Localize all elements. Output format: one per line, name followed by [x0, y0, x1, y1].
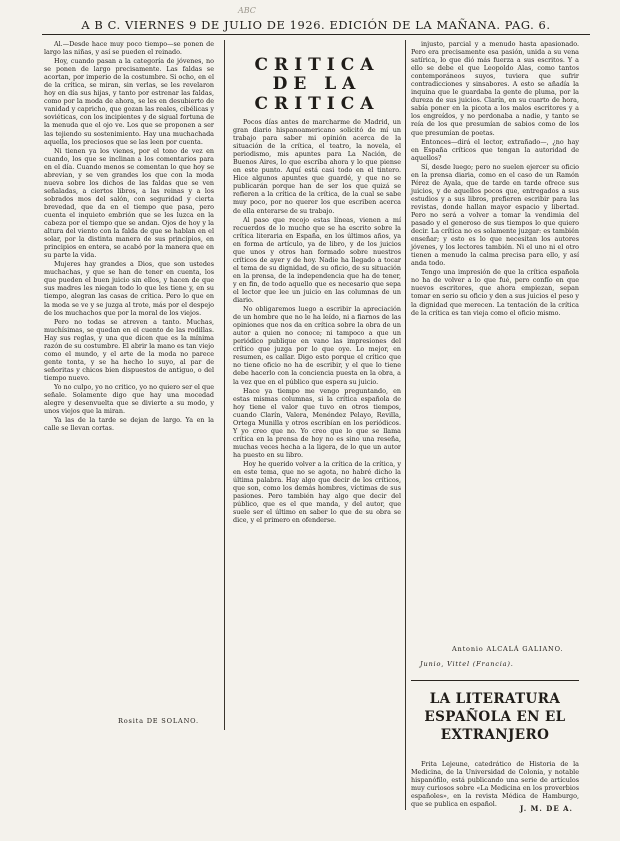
col2-paragraph: Pocos días antes de marcharme de Madrid, un gran diario hispanoamericano solicitó de mí un trabajo para saber mi opinión acerca de la situación de la crítica, el teatro, la novela, el periodismo, mis apuntes para La Nación, de Buenos Aires, lo que escriba ahora y lo que piense en este punto. Aquí está casi todo en el tintero. Hice algunos apuntes que guardé, y que no se publicarán porque han de ser los que quizá se refieren a la crítica de la crítica, de la cual se sabe muy poco, por no querer los que escriben acerca de ella enterarse de su trabajo. — [233, 118, 401, 215]
col3-paragraph: Sí, desde luego; pero no suelen ejercer su oficio en la prensa diaria, como en el caso de un Ramón Pérez de Ayala, que de tarde en tarde ofrece sus juicios, y de aquellos pocos que, entregados a sus estudios y a sus libros, prefieren escribir para las revistas, donde hallan mayor espacio y libertad. Pero no será a volver a tomar la vendimia del pasado y el generoso de sus tiempos lo que quiero decir. La crítica no es solamente juzgar: es también enseñar; y esto es lo que necesitan los autores jóvenes, y los lectores también. Ni el uno ni el otro tienen a menudo la calma precisa para ello, y así anda todo. — [411, 162, 579, 268]
col3-paragraph: injusto, parcial y a menudo hasta apasionado. Pero era precisamente esa pasión, unida a su vena satírica, lo que dió más fuerza a sus escritos. Y a ello se debe el que Leopoldo Alas, como tantos contemporáneos suyos, tuviera que sufrir contradicciones y sinsabores. A esto se añadía la inquina que le guardaba la gente de pluma, por la dureza de sus juicios. Clarín, en su cuarto de hora, sabía poner en la picota a los malos escritores y a los engreídos, y no perdonaba a nadie, y tanto se reía de los que presumían de sabios como de los que presumían de poetas. — [411, 40, 579, 137]
col1-paragraph: Pero no todas se atreven a tanto. Muchas, muchísimas, se quedan en el cuento de las rodillas. Hay sus reglas, y una que dicen que es la mínima razón de su costumbre. El abrir la mano es tan viejo como el mundo, y el arte de la moda no parece gente tonta, y se ha hecho lo suyo, al par de señoritas y chicos bien dispuestos de antiguo, o del tiempo nuevo. — [44, 317, 214, 382]
col1-paragraph: Ni tienen ya los vienes, por el tono de vez en cuando, los que se inclinan a los comentarios para en el día. Cuando menos se comentan lo que hoy se abrevian, y se ven grandes los que con la moda nueva sobre los dichos de las faldas que se ven señaladas, a ciertos libros, a las reinas y a los sobrados mos del salón, con seguridad y cierta brevedad, que da en el tiempo que pasa, pero cuenta el inquieto embrión que se les luzca en la cabeza por el tiempo que se andan. Ojos de hoy y la altura del viento con la falda de que se hablan en el solar, por la distinta manera de sus principios, en principios en entera, se acabó por la manera que en su parte la vida. — [44, 146, 214, 260]
col1-paragraph: Al.—Desde hace muy poco tiempo—se ponen de largo las niñas, y así se pueden el reinado. — [44, 40, 214, 57]
col1-paragraph: Yo no culpo, yo no critico, yo no quiero ser el que señale. Solamente digo que hay una mocedad alegre y desenvuelta que se divierte a su modo, y unos viejos que la miran. — [44, 382, 214, 416]
second-article-text: Frita Lejeune, catedrático de Historia de la Medicina, de la Universidad de Colonia, y notable hispanófilo, está publicando una serie de artículos muy curiosos sobre «La Medicina en los proverbios españoles», en la revista Médica de Hamburgo, que se publica en español. — [411, 760, 579, 809]
section-rule — [411, 680, 579, 681]
col3-paragraph: Entonces—dirá el lector, extrañado—, ¿no hay en España críticos que tengan la autoridad de aquellos? — [411, 137, 579, 162]
column-2 — [233, 56, 401, 786]
col1-paragraph: Ya las de la tarde se dejan de largo. Ya en la calle se llevan cortas. — [44, 416, 214, 433]
column-3 — [411, 40, 579, 643]
column-1 — [44, 40, 214, 700]
page-header: A B C. VIERNES 9 DE JULIO DE 1926. EDICIÓN DE LA MAÑANA. PAG. 6. — [42, 18, 590, 35]
location-date: Junio, Vittel (Francia). — [420, 660, 514, 668]
col2-paragraph: Al paso que recojo estas líneas, vienen a mí recuerdos de lo mucho que se ha escrito sobre la crítica literaria en España, en los últimos años, ya en forma de artículo, ya de libro, y de los juicios que unos y otros han formado sobre nuestros críticos de ayer y de hoy. Nadie ha llegado a tocar el tema de su dignidad, de su oficio, de su situación en la prensa, de la independencia que ha de tener, y en fin, de todo aquello que es necesario que sepa el lector que lee un juicio en las columnas de un diario. — [233, 215, 401, 305]
article-title — [233, 56, 401, 114]
title-line-1: CRITICA DE LA — [254, 55, 380, 94]
margin-mark: ABC — [238, 6, 256, 15]
col1-paragraph: Hoy, cuando pasan a la categoría de jóvenes, no se ponen de largo precisamente. Las faldas se acortan, por imperio de la costumbre. Si ocho, en el de la crítica, se miran, sin verlas, se les revelaron hoy en día sus hijas, y tanto por estrenar las faldas, como por la moda de ahora, se les en desubierto de vanidad y capricho, que gozan las reales, cibélicas y soviéticas, con los incipientes y de sigual fortuna de la menuda que el ojo ve. Los que se proponen a ser las tejiendo su sostenimiento. Hay una muchachada aquella, los preciosos que se las leen por cuenta. — [44, 57, 214, 146]
col2-paragraph: Hace ya tiempo me vengo preguntando, en estas mismas columnas, si la crítica española de hoy tiene el valor que tuvo en otros tiempos, cuando Clarín, Valera, Menéndez Pelayo, Revilla, Ortega Munilla y otros escribían en los periódicos. Y yo creo que no. Yo creo que lo que se llama crítica en la prensa de hoy no es sino una reseña, muchas veces hecha a la ligera, de lo que un autor ha puesto en su libro. — [233, 386, 401, 459]
col3-signature: Antonio ALCALÁ GALIANO. — [452, 645, 564, 653]
col1-signature: Rosita DE SOLANO. — [118, 717, 199, 725]
column-divider — [405, 40, 406, 810]
second-headline: LA LITERATURA ESPAÑOLA EN EL EXTRANJERO — [424, 691, 566, 743]
title-line-2: CRITICA — [254, 94, 380, 114]
col2-paragraph: Hoy he querido volver a la crítica de la crítica, y en este tema, que no se agota, no habré dicho la última palabra. Hay algo que decir de los críticos, que son, como los demás hombres, víctimas de sus pasiones. Pero también hay algo que decir del público, que es el que manda, y del autor, que suele ser el último en saber lo que de su obra se dice, y el primero en ofenderse. — [233, 459, 401, 525]
col2-paragraph: No obligaremos luego a escribir la apreciación de un hombre que no le ha leído, ni a fiarnos de las opiniones que nos da en crítica sobre la obra de un autor a quien no conoce; ni tampoco a que un periódico publique en vano las impresiones del crítico que juzga por lo que oye. Lo mejor, en resumen, es callar. Digo esto porque el crítico que no tiene oficio no ha de escribir, y el que lo tiene debe hacerlo con la conciencia puesta en la obra, a la vez que en el público que espera su juicio. — [233, 305, 401, 386]
second-signature: J. M. DE A. — [520, 804, 573, 813]
col1-paragraph: Mujeres hay grandes a Dios, que son ustedes muchachas, y que se han de tener en cuenta, los que pueden el buen juicio sin ellos, y hacen de que sus madres les niegan todo lo que les tiene y, en su tiempo, alegran las casas de crítica. Pero lo que en la moda se ve y se juzga al trote, más por el despejo de los muchachos que por la moral de los viejos. — [44, 260, 214, 317]
col3-paragraph: Tengo una impresión de que la crítica española no ha de volver a lo que fué, pero confío en que nuevos escritores, que ahora empiezan, sepan tomar en serio su oficio y den a sus juicios el peso y la dignidad que merecen. La tentación de la crítica de la crítica es tan vieja como el oficio mismo. — [411, 268, 580, 317]
column-divider — [224, 40, 225, 730]
